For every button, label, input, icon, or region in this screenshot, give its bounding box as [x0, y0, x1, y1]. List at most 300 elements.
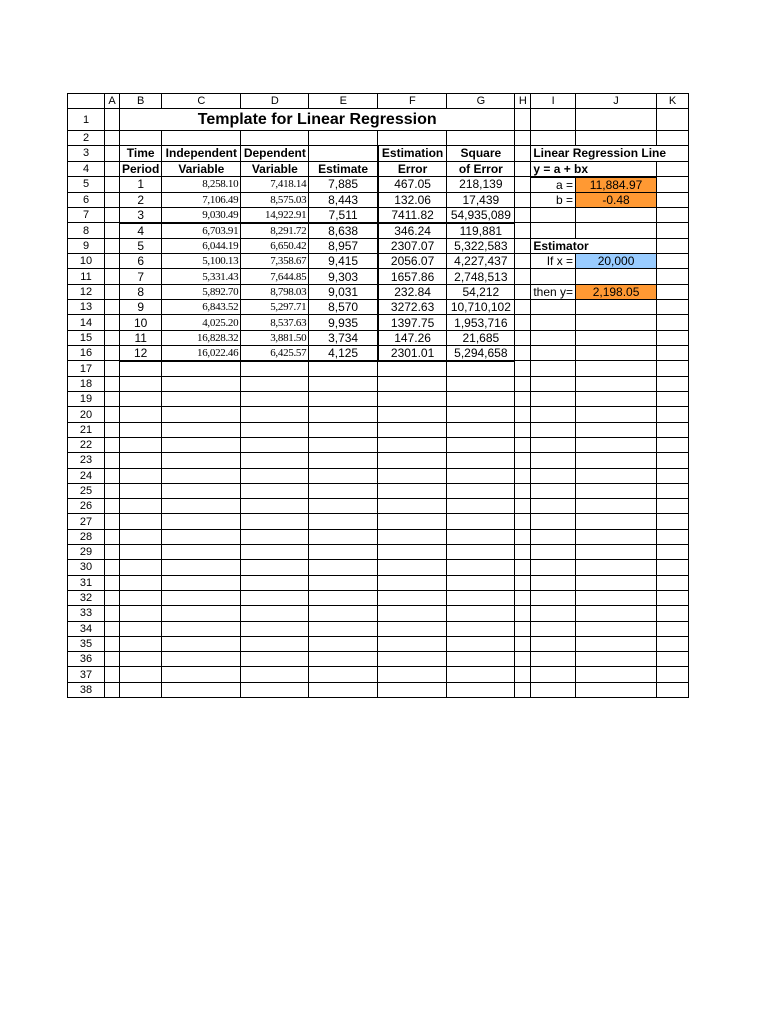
cell-j26[interactable] — [576, 499, 657, 514]
cell-i1[interactable] — [531, 109, 576, 131]
cell-g23[interactable] — [447, 453, 515, 468]
cell-h35[interactable] — [515, 636, 531, 651]
cell-c25[interactable] — [162, 483, 241, 498]
cell-a36[interactable] — [105, 652, 120, 667]
dependent-cell[interactable]: 8,291.72 — [241, 223, 309, 239]
cell-c22[interactable] — [162, 437, 241, 452]
header-c4[interactable]: Variable — [162, 161, 241, 177]
row-header-10[interactable]: 10 — [68, 254, 105, 269]
cell-j1[interactable] — [576, 109, 657, 131]
cell-i19[interactable] — [531, 392, 576, 407]
row-header-25[interactable]: 25 — [68, 483, 105, 498]
error-cell[interactable]: 2307.07 — [378, 238, 447, 253]
cell-h10[interactable] — [515, 254, 531, 269]
cell-d31[interactable] — [241, 575, 309, 590]
row-header-34[interactable]: 34 — [68, 621, 105, 636]
cell-i30[interactable] — [531, 560, 576, 575]
cell-d37[interactable] — [241, 667, 309, 682]
cell-j14[interactable] — [576, 315, 657, 330]
cell-f35[interactable] — [378, 636, 447, 651]
row-header-26[interactable]: 26 — [68, 499, 105, 514]
x-input[interactable]: 20,000 — [576, 254, 657, 269]
cell-c28[interactable] — [162, 529, 241, 544]
header-d3[interactable]: Dependent — [241, 146, 309, 161]
cell-k18[interactable] — [657, 376, 689, 391]
cell-a12[interactable] — [105, 284, 120, 299]
cell-k16[interactable] — [657, 345, 689, 361]
cell-j21[interactable] — [576, 422, 657, 437]
cell-g31[interactable] — [447, 575, 515, 590]
cell-i13[interactable] — [531, 300, 576, 315]
cell-g2[interactable] — [447, 131, 515, 146]
row-header-12[interactable]: 12 — [68, 284, 105, 299]
cell-f33[interactable] — [378, 606, 447, 621]
square-error-cell[interactable]: 119,881 — [447, 223, 515, 239]
cell-e19[interactable] — [309, 392, 378, 407]
cell-a16[interactable] — [105, 345, 120, 361]
cell-i35[interactable] — [531, 636, 576, 651]
cell-e36[interactable] — [309, 652, 378, 667]
cell-g24[interactable] — [447, 468, 515, 483]
cell-h14[interactable] — [515, 315, 531, 330]
cell-j25[interactable] — [576, 483, 657, 498]
cell-c36[interactable] — [162, 652, 241, 667]
cell-a34[interactable] — [105, 621, 120, 636]
cell-f32[interactable] — [378, 590, 447, 605]
cell-a2[interactable] — [105, 131, 120, 146]
cell-f25[interactable] — [378, 483, 447, 498]
cell-h24[interactable] — [515, 468, 531, 483]
cell-c30[interactable] — [162, 560, 241, 575]
period-cell[interactable]: 4 — [120, 223, 162, 239]
cell-a13[interactable] — [105, 300, 120, 315]
cell-j34[interactable] — [576, 621, 657, 636]
column-header-j[interactable]: J — [576, 94, 657, 109]
column-header-c[interactable]: C — [162, 94, 241, 109]
cell-d18[interactable] — [241, 376, 309, 391]
cell-a32[interactable] — [105, 590, 120, 605]
cell-g35[interactable] — [447, 636, 515, 651]
cell-i32[interactable] — [531, 590, 576, 605]
column-header-f[interactable]: F — [378, 94, 447, 109]
cell-g27[interactable] — [447, 514, 515, 529]
error-cell[interactable]: 132.06 — [378, 192, 447, 207]
cell-f18[interactable] — [378, 376, 447, 391]
cell-a18[interactable] — [105, 376, 120, 391]
row-header-11[interactable]: 11 — [68, 269, 105, 284]
cell-k35[interactable] — [657, 636, 689, 651]
cell-e24[interactable] — [309, 468, 378, 483]
row-header-22[interactable]: 22 — [68, 437, 105, 452]
cell-h17[interactable] — [515, 361, 531, 376]
cell-k21[interactable] — [657, 422, 689, 437]
cell-a33[interactable] — [105, 606, 120, 621]
cell-e34[interactable] — [309, 621, 378, 636]
row-header-5[interactable]: 5 — [68, 177, 105, 193]
period-cell[interactable]: 5 — [120, 238, 162, 253]
cell-f24[interactable] — [378, 468, 447, 483]
cell-k23[interactable] — [657, 453, 689, 468]
cell-d17[interactable] — [241, 361, 309, 376]
cell-k6[interactable] — [657, 192, 689, 207]
cell-b26[interactable] — [120, 499, 162, 514]
cell-k11[interactable] — [657, 269, 689, 284]
header-b4[interactable]: Period — [120, 161, 162, 177]
cell-b35[interactable] — [120, 636, 162, 651]
period-cell[interactable]: 7 — [120, 269, 162, 284]
cell-h2[interactable] — [515, 131, 531, 146]
column-header-b[interactable]: B — [120, 94, 162, 109]
cell-b27[interactable] — [120, 514, 162, 529]
cell-h27[interactable] — [515, 514, 531, 529]
cell-i37[interactable] — [531, 667, 576, 682]
cell-c23[interactable] — [162, 453, 241, 468]
cell-b33[interactable] — [120, 606, 162, 621]
cell-h5[interactable] — [515, 177, 531, 193]
cell-c26[interactable] — [162, 499, 241, 514]
dependent-cell[interactable]: 7,358.67 — [241, 254, 309, 269]
dependent-cell[interactable]: 8,798.03 — [241, 284, 309, 299]
column-header-a[interactable]: A — [105, 94, 120, 109]
cell-d32[interactable] — [241, 590, 309, 605]
cell-i16[interactable] — [531, 345, 576, 361]
row-header-18[interactable]: 18 — [68, 376, 105, 391]
header-g3[interactable]: Square — [447, 146, 515, 161]
cell-h23[interactable] — [515, 453, 531, 468]
cell-g22[interactable] — [447, 437, 515, 452]
cell-c18[interactable] — [162, 376, 241, 391]
cell-c38[interactable] — [162, 682, 241, 697]
cell-a19[interactable] — [105, 392, 120, 407]
cell-h6[interactable] — [515, 192, 531, 207]
square-error-cell[interactable]: 5,294,658 — [447, 345, 515, 361]
cell-j16[interactable] — [576, 345, 657, 361]
cell-k9[interactable] — [657, 238, 689, 253]
cell-a22[interactable] — [105, 437, 120, 452]
cell-b23[interactable] — [120, 453, 162, 468]
estimate-cell[interactable]: 4,125 — [309, 345, 378, 361]
cell-k37[interactable] — [657, 667, 689, 682]
row-header-4[interactable]: 4 — [68, 161, 105, 177]
estimate-cell[interactable]: 7,885 — [309, 177, 378, 193]
estimate-cell[interactable]: 9,935 — [309, 315, 378, 330]
header-b3[interactable]: Time — [120, 146, 162, 161]
period-cell[interactable]: 6 — [120, 254, 162, 269]
cell-i28[interactable] — [531, 529, 576, 544]
cell-e30[interactable] — [309, 560, 378, 575]
error-cell[interactable]: 467.05 — [378, 177, 447, 193]
cell-g28[interactable] — [447, 529, 515, 544]
cell-h16[interactable] — [515, 345, 531, 361]
independent-cell[interactable]: 4,025.20 — [162, 315, 241, 330]
row-header-24[interactable]: 24 — [68, 468, 105, 483]
row-header-23[interactable]: 23 — [68, 453, 105, 468]
cell-e27[interactable] — [309, 514, 378, 529]
cell-b28[interactable] — [120, 529, 162, 544]
cell-k30[interactable] — [657, 560, 689, 575]
cell-b37[interactable] — [120, 667, 162, 682]
cell-f38[interactable] — [378, 682, 447, 697]
cell-k27[interactable] — [657, 514, 689, 529]
cell-g33[interactable] — [447, 606, 515, 621]
cell-b20[interactable] — [120, 407, 162, 422]
column-header-i[interactable]: I — [531, 94, 576, 109]
cell-i14[interactable] — [531, 315, 576, 330]
cell-i2[interactable] — [531, 131, 576, 146]
cell-j24[interactable] — [576, 468, 657, 483]
cell-a5[interactable] — [105, 177, 120, 193]
cell-i17[interactable] — [531, 361, 576, 376]
cell-c37[interactable] — [162, 667, 241, 682]
cell-j15[interactable] — [576, 330, 657, 345]
cell-j19[interactable] — [576, 392, 657, 407]
cell-k13[interactable] — [657, 300, 689, 315]
cell-d30[interactable] — [241, 560, 309, 575]
cell-k31[interactable] — [657, 575, 689, 590]
cell-h9[interactable] — [515, 238, 531, 253]
cell-h28[interactable] — [515, 529, 531, 544]
cell-a28[interactable] — [105, 529, 120, 544]
cell-d23[interactable] — [241, 453, 309, 468]
cell-h37[interactable] — [515, 667, 531, 682]
cell-b38[interactable] — [120, 682, 162, 697]
cell-j20[interactable] — [576, 407, 657, 422]
row-header-20[interactable]: 20 — [68, 407, 105, 422]
cell-h1[interactable] — [515, 109, 531, 131]
period-cell[interactable]: 9 — [120, 300, 162, 315]
cell-i23[interactable] — [531, 453, 576, 468]
cell-c20[interactable] — [162, 407, 241, 422]
cell-g20[interactable] — [447, 407, 515, 422]
cell-k25[interactable] — [657, 483, 689, 498]
column-header-h[interactable]: H — [515, 94, 531, 109]
cell-b34[interactable] — [120, 621, 162, 636]
dependent-cell[interactable]: 6,650.42 — [241, 238, 309, 253]
row-header-36[interactable]: 36 — [68, 652, 105, 667]
cell-f29[interactable] — [378, 545, 447, 560]
period-cell[interactable]: 11 — [120, 330, 162, 345]
square-error-cell[interactable]: 1,953,716 — [447, 315, 515, 330]
cell-f2[interactable] — [378, 131, 447, 146]
cell-k5[interactable] — [657, 177, 689, 193]
cell-j8[interactable] — [576, 223, 657, 239]
cell-h15[interactable] — [515, 330, 531, 345]
cell-h30[interactable] — [515, 560, 531, 575]
cell-b2[interactable] — [120, 131, 162, 146]
cell-c32[interactable] — [162, 590, 241, 605]
cell-k4[interactable] — [657, 161, 689, 177]
header-e3[interactable] — [309, 146, 378, 161]
cell-f34[interactable] — [378, 621, 447, 636]
cell-e17[interactable] — [309, 361, 378, 376]
error-cell[interactable]: 1657.86 — [378, 269, 447, 284]
cell-a27[interactable] — [105, 514, 120, 529]
row-header-31[interactable]: 31 — [68, 575, 105, 590]
cell-a15[interactable] — [105, 330, 120, 345]
estimate-cell[interactable]: 8,957 — [309, 238, 378, 253]
independent-cell[interactable]: 16,828.32 — [162, 330, 241, 345]
cell-i25[interactable] — [531, 483, 576, 498]
cell-h31[interactable] — [515, 575, 531, 590]
cell-j36[interactable] — [576, 652, 657, 667]
estimate-cell[interactable]: 3,734 — [309, 330, 378, 345]
dependent-cell[interactable]: 5,297.71 — [241, 300, 309, 315]
independent-cell[interactable]: 9,030.49 — [162, 207, 241, 223]
row-header-35[interactable]: 35 — [68, 636, 105, 651]
cell-a35[interactable] — [105, 636, 120, 651]
cell-d38[interactable] — [241, 682, 309, 697]
cell-a25[interactable] — [105, 483, 120, 498]
dependent-cell[interactable]: 8,537.63 — [241, 315, 309, 330]
cell-a21[interactable] — [105, 422, 120, 437]
cell-c31[interactable] — [162, 575, 241, 590]
column-header-e[interactable]: E — [309, 94, 378, 109]
cell-i11[interactable] — [531, 269, 576, 284]
cell-e21[interactable] — [309, 422, 378, 437]
period-cell[interactable]: 8 — [120, 284, 162, 299]
cell-k24[interactable] — [657, 468, 689, 483]
column-header-k[interactable]: K — [657, 94, 689, 109]
independent-cell[interactable]: 5,100.13 — [162, 254, 241, 269]
cell-e37[interactable] — [309, 667, 378, 682]
cell-f20[interactable] — [378, 407, 447, 422]
cell-b32[interactable] — [120, 590, 162, 605]
cell-i20[interactable] — [531, 407, 576, 422]
estimate-cell[interactable]: 7,511 — [309, 207, 378, 223]
cell-i22[interactable] — [531, 437, 576, 452]
cell-f26[interactable] — [378, 499, 447, 514]
cell-e23[interactable] — [309, 453, 378, 468]
error-cell[interactable]: 346.24 — [378, 223, 447, 239]
header-d4[interactable]: Variable — [241, 161, 309, 177]
cell-a6[interactable] — [105, 192, 120, 207]
cell-k29[interactable] — [657, 545, 689, 560]
cell-f30[interactable] — [378, 560, 447, 575]
cell-d22[interactable] — [241, 437, 309, 452]
period-cell[interactable]: 10 — [120, 315, 162, 330]
cell-c2[interactable] — [162, 131, 241, 146]
y-value[interactable]: 2,198.05 — [576, 284, 657, 299]
cell-k22[interactable] — [657, 437, 689, 452]
cell-h4[interactable] — [515, 161, 531, 177]
independent-cell[interactable]: 5,331.43 — [162, 269, 241, 284]
estimate-cell[interactable]: 9,031 — [309, 284, 378, 299]
cell-d26[interactable] — [241, 499, 309, 514]
cell-g17[interactable] — [447, 361, 515, 376]
cell-j2[interactable] — [576, 131, 657, 146]
square-error-cell[interactable]: 4,227,437 — [447, 254, 515, 269]
cell-e28[interactable] — [309, 529, 378, 544]
error-cell[interactable]: 147.26 — [378, 330, 447, 345]
dependent-cell[interactable]: 14,922.91 — [241, 207, 309, 223]
header-e4[interactable]: Estimate — [309, 161, 378, 177]
square-error-cell[interactable]: 21,685 — [447, 330, 515, 345]
cell-h19[interactable] — [515, 392, 531, 407]
dependent-cell[interactable]: 8,575.03 — [241, 192, 309, 207]
cell-i24[interactable] — [531, 468, 576, 483]
header-g4[interactable]: of Error — [447, 161, 515, 177]
cell-d20[interactable] — [241, 407, 309, 422]
cell-k10[interactable] — [657, 254, 689, 269]
header-f4[interactable]: Error — [378, 161, 447, 177]
cell-h22[interactable] — [515, 437, 531, 452]
cell-h33[interactable] — [515, 606, 531, 621]
cell-i34[interactable] — [531, 621, 576, 636]
error-cell[interactable]: 3272.63 — [378, 300, 447, 315]
square-error-cell[interactable]: 5,322,583 — [447, 238, 515, 253]
column-header-g[interactable]: G — [447, 94, 515, 109]
cell-h18[interactable] — [515, 376, 531, 391]
error-cell[interactable]: 2301.01 — [378, 345, 447, 361]
cell-g19[interactable] — [447, 392, 515, 407]
cell-f31[interactable] — [378, 575, 447, 590]
cell-b22[interactable] — [120, 437, 162, 452]
cell-i27[interactable] — [531, 514, 576, 529]
estimate-cell[interactable]: 8,443 — [309, 192, 378, 207]
period-cell[interactable]: 2 — [120, 192, 162, 207]
cell-i29[interactable] — [531, 545, 576, 560]
cell-k28[interactable] — [657, 529, 689, 544]
cell-h34[interactable] — [515, 621, 531, 636]
cell-a11[interactable] — [105, 269, 120, 284]
cell-b24[interactable] — [120, 468, 162, 483]
cell-h12[interactable] — [515, 284, 531, 299]
cell-k17[interactable] — [657, 361, 689, 376]
cell-c35[interactable] — [162, 636, 241, 651]
b-value[interactable]: -0.48 — [576, 192, 657, 207]
cell-j37[interactable] — [576, 667, 657, 682]
cell-h8[interactable] — [515, 223, 531, 239]
row-header-38[interactable]: 38 — [68, 682, 105, 697]
cell-b30[interactable] — [120, 560, 162, 575]
cell-f19[interactable] — [378, 392, 447, 407]
estimate-cell[interactable]: 9,415 — [309, 254, 378, 269]
cell-a38[interactable] — [105, 682, 120, 697]
cell-i8[interactable] — [531, 223, 576, 239]
error-cell[interactable]: 7411.82 — [378, 207, 447, 223]
cell-b29[interactable] — [120, 545, 162, 560]
cell-a1[interactable] — [105, 109, 120, 131]
independent-cell[interactable]: 6,044.19 — [162, 238, 241, 253]
independent-cell[interactable]: 6,843.52 — [162, 300, 241, 315]
row-header-27[interactable]: 27 — [68, 514, 105, 529]
estimator-heading[interactable]: Estimator — [531, 238, 657, 253]
cell-e25[interactable] — [309, 483, 378, 498]
cell-i18[interactable] — [531, 376, 576, 391]
row-header-13[interactable]: 13 — [68, 300, 105, 315]
cell-e20[interactable] — [309, 407, 378, 422]
cell-k1[interactable] — [657, 109, 689, 131]
cell-c33[interactable] — [162, 606, 241, 621]
cell-d24[interactable] — [241, 468, 309, 483]
cell-j38[interactable] — [576, 682, 657, 697]
cell-c19[interactable] — [162, 392, 241, 407]
cell-h36[interactable] — [515, 652, 531, 667]
cell-k26[interactable] — [657, 499, 689, 514]
cell-f23[interactable] — [378, 453, 447, 468]
dependent-cell[interactable]: 7,644.85 — [241, 269, 309, 284]
cell-j27[interactable] — [576, 514, 657, 529]
cell-h29[interactable] — [515, 545, 531, 560]
cell-j30[interactable] — [576, 560, 657, 575]
cell-g29[interactable] — [447, 545, 515, 560]
cell-k12[interactable] — [657, 284, 689, 299]
row-header-17[interactable]: 17 — [68, 361, 105, 376]
row-header-3[interactable]: 3 — [68, 146, 105, 161]
period-cell[interactable]: 3 — [120, 207, 162, 223]
cell-h11[interactable] — [515, 269, 531, 284]
cell-d2[interactable] — [241, 131, 309, 146]
